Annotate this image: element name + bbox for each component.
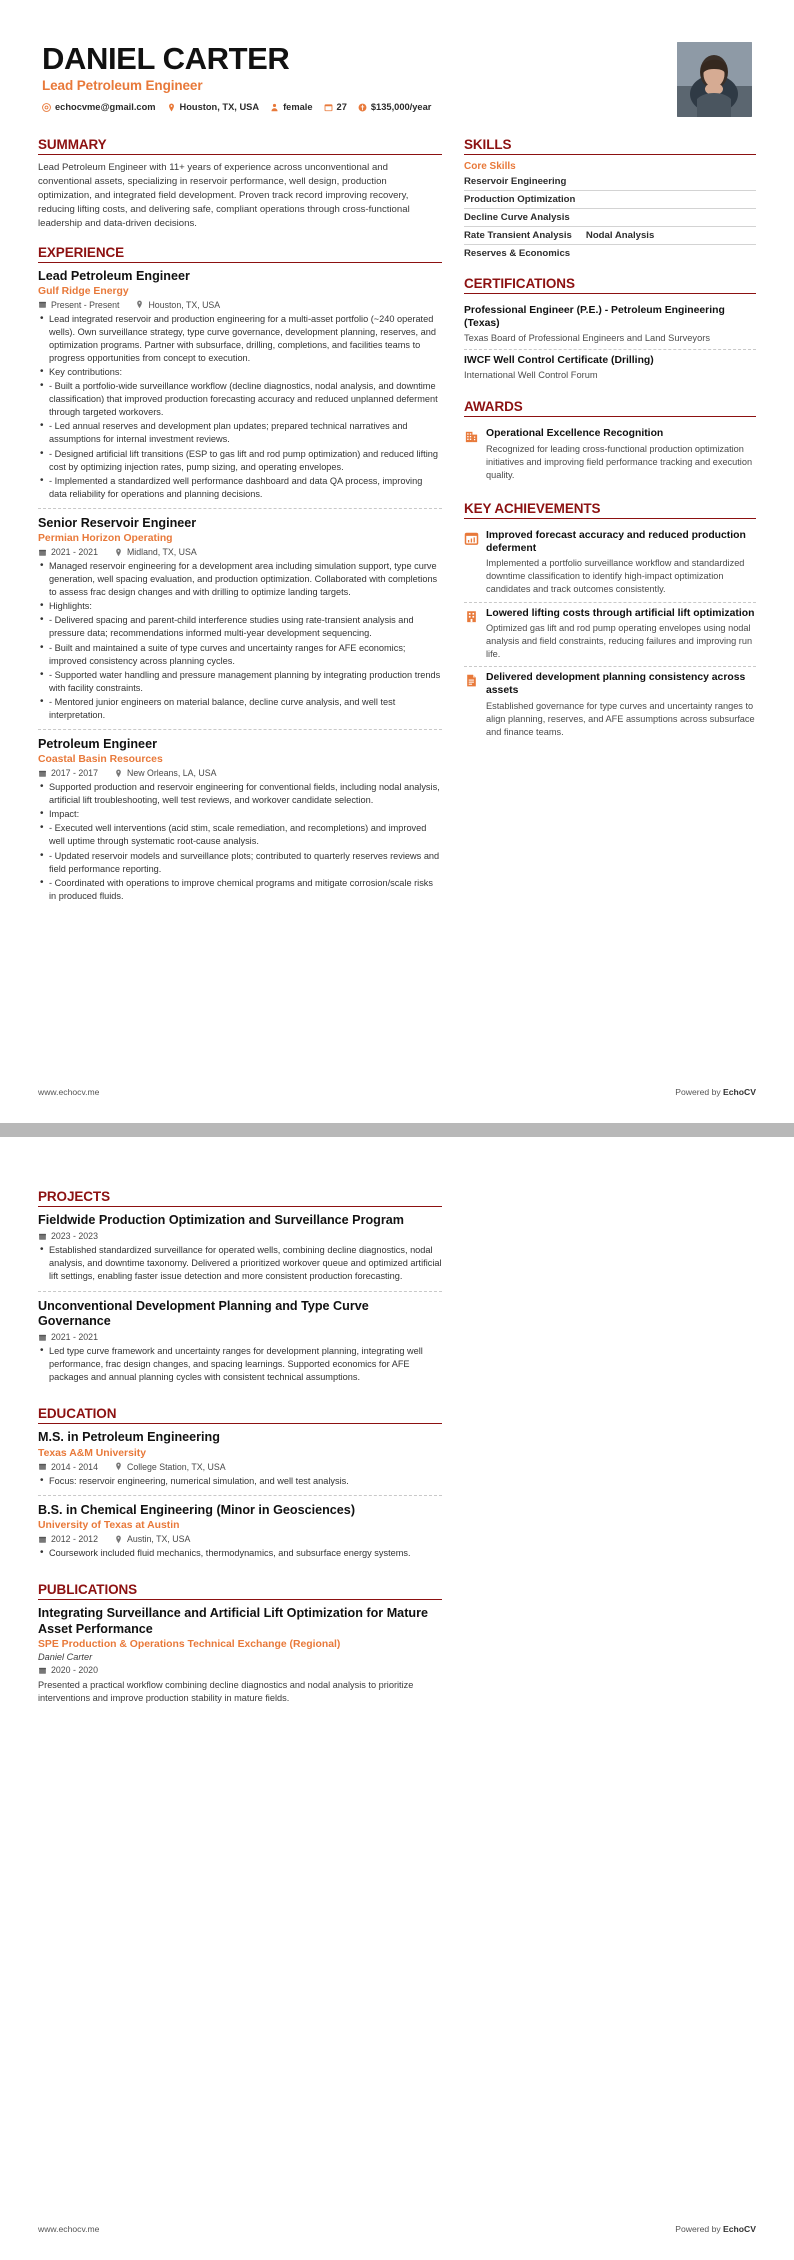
document-icon: [464, 673, 479, 688]
job-title: Senior Reservoir Engineer: [38, 515, 197, 530]
job-bullet: • - Supported water handling and pressure management planning by integrating production trends with facility constraints.: [38, 669, 442, 695]
job-location-text: New Orleans, LA, USA: [126, 768, 217, 779]
skill-item: Production Optimization: [464, 194, 576, 205]
skill-row: [464, 191, 756, 209]
job-company: Coastal Basin Resources: [38, 754, 163, 766]
education-entry: [38, 1430, 442, 1494]
skill-row: [464, 209, 756, 227]
location-pin-icon: [167, 103, 176, 112]
education-location-text: Austin, TX, USA: [126, 1534, 191, 1545]
education-location: [114, 1462, 226, 1472]
job-bullet: • - Coordinated with operations to improve chemical programs and mitigate corrosion/scale risks in produced fluids.: [38, 877, 442, 903]
location-pin-icon: [135, 300, 144, 309]
project-entry: [38, 1213, 442, 1291]
job-location-text: Midland, TX, USA: [126, 547, 197, 558]
education-heading: EDUCATION: [38, 1406, 117, 1422]
footer-brand: [675, 2224, 756, 2234]
job-bullet: • - Designed artificial lift transitions (ESP to gas lift and rod pump optimization) and reduced lifting cost by optimizing injection rates, pump sizing, and operating envelopes.: [38, 448, 442, 474]
education-rule: [38, 1423, 442, 1424]
left-column: [38, 137, 442, 924]
education-dates: [38, 1462, 98, 1472]
certification-name: IWCF Well Control Certificate (Drilling): [464, 354, 654, 366]
publication-authors: Daniel Carter: [38, 1652, 93, 1663]
education-meta: [38, 1462, 442, 1472]
degree-title: B.S. in Chemical Engineering (Minor in Geosciences): [38, 1502, 356, 1517]
job-title: Lead Petroleum Engineer: [38, 268, 190, 283]
certification-item: [464, 349, 756, 386]
calendar-icon: [38, 1232, 47, 1241]
project-entry: [38, 1291, 442, 1392]
publication-meta: [38, 1665, 442, 1675]
contact-gender-text: female: [283, 102, 313, 113]
avatar: [677, 42, 752, 117]
awards-heading: AWARDS: [464, 399, 523, 415]
project-bullets: [38, 1244, 442, 1283]
experience-heading: EXPERIENCE: [38, 244, 125, 260]
header-text-block: [38, 42, 677, 112]
job-title: Petroleum Engineer: [38, 736, 157, 751]
achievement-body: [486, 672, 756, 739]
skills-rule: [464, 154, 756, 155]
calendar-icon: [38, 769, 47, 778]
education-entry: [38, 1495, 442, 1567]
job-bullet: • - Mentored junior engineers on material balance, decline curve analysis, and well test interpretation.: [38, 696, 442, 722]
contact-salary-text: $135,000/year: [370, 102, 432, 113]
page-2-content: [38, 1189, 442, 1712]
job-bullets: [38, 313, 442, 501]
certifications-heading: CERTIFICATIONS: [464, 276, 575, 291]
skills-group-label: Core Skills: [464, 161, 516, 172]
summary-text: Lead Petroleum Engineer with 11+ years of experience across unconventional and conventional assets, specializing in reservoir performance, well design, production optimization, and integrated field development. Proven track record improving recovery, reducing lifting costs, and delivering safe, compliant operations through cross-functional leadership and data-driven decisions.: [38, 162, 410, 229]
job-bullet: • - Updated reservoir models and surveillance plots; contributed to quarterly reserves reviews and field performance reporting.: [38, 850, 442, 876]
job-meta: [38, 300, 442, 310]
calendar-chart-icon: [464, 531, 479, 546]
project-bullet: • Led type curve framework and uncertainty ranges for development planning, integrating well performance, frac design changes, and spacing learnings. Supported economics for AFE packages and annual planning cycles with consistent technical assumptions.: [38, 1345, 442, 1384]
calendar-icon: [38, 300, 47, 309]
education-location-text: College Station, TX, USA: [126, 1461, 226, 1472]
salary-icon: [358, 103, 367, 112]
achievement-description: Established governance for type curves and uncertainty ranges to align planning, reserves, and AFE assumptions across subsurface and finance teams.: [486, 700, 755, 737]
achievement-title: Delivered development planning consistency across assets: [486, 672, 746, 697]
certification-item: [464, 300, 756, 349]
key-achievements-rule: [464, 518, 756, 519]
experience-entry: [38, 729, 442, 910]
awards-section: [464, 399, 756, 487]
footer-website: www.echocv.me: [38, 2224, 100, 2234]
degree-title: M.S. in Petroleum Engineering: [38, 1430, 220, 1445]
calendar-icon: [38, 1666, 47, 1675]
project-meta: [38, 1332, 442, 1342]
job-bullet: • Highlights:: [38, 600, 442, 613]
job-bullet: • Key contributions:: [38, 366, 442, 379]
publication-dates-text: 2020 - 2020: [51, 1665, 98, 1676]
award-item: [464, 423, 756, 487]
job-bullet: • - Implemented a standardized well performance dashboard and data QA process, improving data reliability for operations and planning decisions.: [38, 475, 442, 501]
project-title: Fieldwide Production Optimization and Surveillance Program: [38, 1213, 404, 1227]
job-bullet: • - Built a portfolio-wide surveillance workflow (decline diagnostics, nodal analysis, and downtime classification) that improved production forecasting accuracy and reduced unplanned deferment through targeted workovers.: [38, 380, 442, 419]
job-bullet: • - Built and maintained a suite of type curves and uncertainty ranges for AFE economics; improved consistency across planning cycles.: [38, 642, 442, 668]
skills-heading: SKILLS: [464, 137, 512, 152]
job-dates: [38, 768, 98, 778]
award-description: Recognized for leading cross-functional production optimization initiatives and improving field performance tracking and execution quality.: [486, 443, 753, 480]
project-title: Unconventional Development Planning and Type Curve Governance: [38, 1298, 369, 1328]
project-dates: [38, 1231, 98, 1241]
skill-row: [464, 245, 756, 262]
achievement-item: [464, 666, 756, 744]
achievement-body: [486, 608, 756, 662]
job-dates-text: Present - Present: [51, 299, 120, 310]
contact-email: [42, 102, 156, 112]
achievement-title: Lowered lifting costs through artificial lift optimization: [486, 607, 755, 619]
footer-brand-name: EchoCV: [723, 1087, 756, 1097]
publication-description: Presented a practical workflow combining decline diagnostics and nodal analysis to prioritize interventions and improve production stability in mature fields.: [38, 1680, 414, 1704]
award-body: [486, 428, 756, 482]
education-bullets: [38, 1475, 442, 1488]
experience-entry: [38, 269, 442, 508]
publications-rule: [38, 1599, 442, 1600]
skill-item: Reserves & Economics: [464, 248, 571, 259]
awards-rule: [464, 416, 756, 417]
achievement-item: [464, 525, 756, 602]
project-meta: [38, 1231, 442, 1241]
job-dates: [38, 300, 119, 310]
contact-age-text: 27: [336, 102, 347, 113]
education-section: [38, 1406, 442, 1567]
location-pin-icon: [114, 769, 123, 778]
contact-location-text: Houston, TX, USA: [179, 102, 260, 113]
achievement-description: Implemented a portfolio surveillance workflow and standardized downtime classification to identify high-impact optimization candidates and track outcomes consistently.: [486, 558, 745, 595]
job-bullets: [38, 560, 442, 722]
job-location: [114, 547, 197, 557]
skill-item: Nodal Analysis: [585, 230, 655, 241]
contact-email-text: echocvme@gmail.com: [55, 102, 156, 113]
skill-rows: [464, 173, 756, 262]
job-dates-text: 2021 - 2021: [51, 547, 98, 558]
calendar-icon: [38, 1535, 47, 1544]
calendar-icon: [324, 103, 333, 112]
certification-org: International Well Control Forum: [464, 369, 598, 380]
page-break: [0, 1123, 794, 1137]
footer-powered-prefix: Powered by: [675, 1087, 724, 1097]
school-name: University of Texas at Austin: [38, 1520, 180, 1532]
key-achievements-section: [464, 501, 756, 744]
job-bullet: • - Led annual reserves and development plan updates; prepared technical narratives and assumptions for internal investment reviews.: [38, 420, 442, 446]
education-bullet: • Coursework included fluid mechanics, thermodynamics, and subsurface energy systems.: [38, 1547, 442, 1560]
contact-age: [324, 102, 347, 112]
footer-brand-name: EchoCV: [723, 2224, 756, 2234]
page-title: DANIEL CARTER: [42, 41, 290, 76]
job-company: Permian Horizon Operating: [38, 533, 173, 545]
education-location: [114, 1534, 190, 1544]
skill-item: Reservoir Engineering: [464, 176, 567, 187]
summary-section: [38, 137, 442, 231]
contact-gender: [270, 102, 312, 112]
location-pin-icon: [114, 1535, 123, 1544]
job-bullet: • Supported production and reservoir engineering for conventional fields, including nodal analysis, artificial lift troubleshooting, well test reviews, and workover candidate selection.: [38, 781, 442, 807]
achievement-title: Improved forecast accuracy and reduced production deferment: [486, 529, 746, 554]
job-meta: [38, 547, 442, 557]
person-icon: [270, 103, 279, 112]
project-bullets: [38, 1345, 442, 1384]
education-meta: [38, 1534, 442, 1544]
contact-row: [42, 102, 677, 112]
job-bullet: • Lead integrated reservoir and production engineering for a multi-asset portfolio (~240 operated wells). Own surveillance strategy, type curve governance, development planning, reserves, and optimization programs. Partner with subsurface, drilling, completions, and facilities teams to progress opportunities from concept to execution.: [38, 313, 442, 365]
skill-item: Decline Curve Analysis: [464, 212, 570, 223]
education-bullets: [38, 1547, 442, 1560]
achievement-item: [464, 602, 756, 667]
education-dates: [38, 1534, 98, 1544]
certification-name: Professional Engineer (P.E.) - Petroleum Engineering (Texas): [464, 305, 725, 329]
summary-rule: [38, 154, 442, 155]
experience-rule: [38, 262, 442, 263]
skill-item: Rate Transient Analysis: [464, 230, 572, 241]
job-dates-text: 2017 - 2017: [51, 768, 98, 779]
education-dates-text: 2012 - 2012: [51, 1534, 98, 1545]
location-pin-icon: [114, 1462, 123, 1471]
contact-salary: [358, 102, 432, 112]
skills-section: [464, 137, 756, 262]
projects-heading: PROJECTS: [38, 1189, 110, 1204]
job-bullet: • - Delivered spacing and parent-child interference studies using rate-transient analysis and pressure data; recommendations informed multi-year development sequencing.: [38, 614, 442, 640]
right-column: [464, 137, 756, 924]
email-icon: [42, 103, 51, 112]
certifications-rule: [464, 293, 756, 294]
building-icon: [464, 609, 479, 624]
certifications-section: [464, 276, 756, 385]
project-dates-text: 2023 - 2023: [51, 1231, 98, 1242]
school-name: Texas A&M University: [38, 1447, 146, 1459]
job-company: Gulf Ridge Energy: [38, 285, 129, 297]
page-2-footer: [38, 2220, 756, 2234]
calendar-icon: [38, 1333, 47, 1342]
education-dates-text: 2014 - 2014: [51, 1461, 98, 1472]
project-bullet: • Established standardized surveillance for operated wells, combining decline diagnostics, nodal analysis, and downtime taxonomy. Delivered a prioritized workover queue and optimized artificial lift settings, enabling faster issue detection and more consistent production forecasting.: [38, 1244, 442, 1283]
job-bullets: [38, 781, 442, 903]
publications-section: [38, 1582, 442, 1711]
publications-heading: PUBLICATIONS: [38, 1582, 138, 1598]
resume-page-1: [0, 0, 794, 1123]
education-bullet: • Focus: reservoir engineering, numerical simulation, and well test analysis.: [38, 1475, 442, 1488]
page-1-footer: [38, 1083, 756, 1097]
summary-heading: SUMMARY: [38, 137, 107, 152]
building-icon: [464, 429, 479, 444]
achievement-body: [486, 530, 756, 597]
certification-org: Texas Board of Professional Engineers and Land Surveyors: [464, 333, 710, 343]
job-bullet: • Managed reservoir engineering for a development area including simulation support, type curve generation, well spacing evaluation, and production optimization. Collaborated with completions to assess frac design changes and with drilling to optimize landing targets.: [38, 560, 442, 599]
calendar-icon: [38, 1462, 47, 1471]
publication-title: Integrating Surveillance and Artificial Lift Optimization for Mature Asset Performance: [38, 1606, 428, 1636]
job-bullet: • - Executed well interventions (acid stim, scale remediation, and recompletions) and improved well uptime through systematic root-cause analysis.: [38, 822, 442, 848]
publication-venue: SPE Production & Operations Technical Exchange (Regional): [38, 1639, 341, 1651]
location-pin-icon: [114, 548, 123, 557]
job-location: [114, 768, 216, 778]
experience-entry: [38, 508, 442, 729]
key-achievements-heading: KEY ACHIEVEMENTS: [464, 500, 601, 516]
footer-powered-prefix: Powered by: [675, 2224, 724, 2234]
job-bullet: • Impact:: [38, 808, 442, 821]
award-title: Operational Excellence Recognition: [486, 428, 664, 440]
project-dates-text: 2021 - 2021: [51, 1332, 98, 1343]
publication-dates: [38, 1665, 98, 1675]
projects-rule: [38, 1206, 442, 1207]
job-meta: [38, 768, 442, 778]
achievement-description: Optimized gas lift and rod pump operating envelopes using nodal analysis and field constraints, reducing failures and improving run life.: [486, 623, 753, 660]
page-1-columns: [38, 123, 756, 924]
job-location: [135, 300, 220, 310]
project-dates: [38, 1332, 98, 1342]
calendar-icon: [38, 548, 47, 557]
header-role: Lead Petroleum Engineer: [42, 78, 203, 94]
projects-section: [38, 1189, 442, 1391]
skill-row: [464, 227, 756, 245]
job-dates: [38, 547, 98, 557]
contact-location: [167, 102, 260, 112]
experience-section: [38, 245, 442, 910]
skill-row: [464, 173, 756, 191]
publication-entry: [38, 1606, 442, 1711]
job-location-text: Houston, TX, USA: [148, 299, 221, 310]
resume-header: [38, 30, 756, 123]
footer-website: www.echocv.me: [38, 1087, 100, 1097]
resume-page-2: [0, 1137, 794, 2260]
footer-brand: [675, 1087, 756, 1097]
